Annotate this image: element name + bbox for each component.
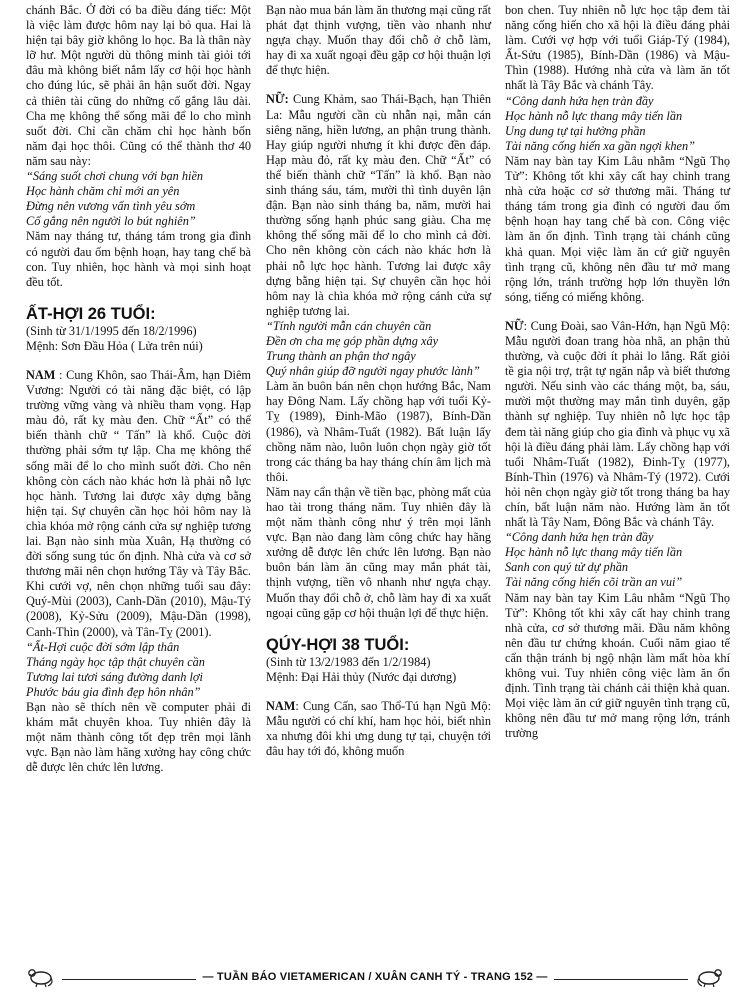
column-3 bbox=[505, 3, 730, 742]
poem: “Công danh hứa hẹn tràn đầy Học hành nỗ lực thang mây tiến lần Ung dung tự tại hưởng phần Tài năng cống hiến xa gần ngợi khen” bbox=[505, 93, 695, 153]
paragraph: chánh Bắc. Ở đời có ba điều đáng tiếc: Một là việc làm được hôm nay lại bỏ qua. Hai là hiện tại bây giờ không lo học. Ba là thân này lỡ hư. Một người dù thông minh tài giỏi tới đâu mà không biết nắm lấy cơ hội học hành cho đúng lúc, sẽ phải ân hận suốt đời. Ngay cả thiên tài cũng do những cố gắng lâu dài. Cha mẹ không thể sống mãi để lo cho mình suốt đời. Chỉ cần chăm chỉ học hành bốn năm đại học thôi. Cũng có thể thành thơ 40 năm sau này: bbox=[26, 3, 251, 168]
destiny-element: Mệnh: Sơn Đầu Hỏa ( Lửa trên núi) bbox=[26, 338, 203, 353]
page-footer bbox=[0, 959, 750, 992]
poem: “Tính người mẫn cán chuyên cần Đền ơn cha mẹ góp phần dựng xây Trung thành an phận thơ ngây Quý nhân giúp đỡ người ngay phước lành” bbox=[266, 318, 480, 379]
birth-range: (Sinh từ 13/2/1983 đến 1/2/1984) bbox=[266, 654, 431, 669]
paragraph: NỮ: Cung Đoài, sao Vân-Hớn, hạn Ngũ Mộ: Mẫu người đoan trang hòa nhã, an phận thủ thường, và cuộc đời ít phải lo lắng. Rất giỏi tề gia nội trợ, trật tự ngăn nắp và biết thương người. Nếu sinh vào các tháng một, ba, sáu, mười một thường may mắn tình duyên, gặp thành sự nghiệp. Tuy nhiên nỗ lực học tập đem tài năng giúp cho gia đình và phục vụ xã hội là điều đáng phải làm. Lấy chồng hạp với tuổi Nhâm-Tuất (1982), Đinh-Tỵ (1977), Bính-Thìn (1976) và Nhâm-Tý (1972). Cưới hỏi nên chọn ngày giờ tốt trong tháng ba hay chín, bất luận năm nào. Hướng làm ăn tốt nhất là Tây Nam, Đông Bắc và chánh Tây. bbox=[505, 318, 730, 530]
gender-label: NỮ: bbox=[266, 92, 289, 107]
gender-label: NAM bbox=[266, 698, 296, 713]
poem: “Công danh hứa hẹn tràn đầy Học hành nỗ lực thang mây tiến lần Sanh con quý tử dự phần Tài năng cống hiến cõi trần an vui” bbox=[505, 530, 683, 590]
gender-label: NỮ bbox=[505, 318, 524, 333]
paragraph: Bạn nào sẽ thích nên về computer phải đi khám mắt chuyên khoa. Tuy nhiên đây là một năm thành công tốt đẹp trên mọi lãnh vực. Bạn nào làm hãng xưởng hay công chức dễ được lên chức lên lương. bbox=[26, 700, 251, 775]
paragraph: NAM : Cung Khôn, sao Thái-Âm, hạn Diêm Vương: Người có tài năng đặc biệt, có lập trường vững vàng và nhiều tham vọng. Hạp màu đỏ, rất kỵ màu đen. Chữ “Ất” có thể biến thành chữ “ Tấn” là khổ. Cuộc đời thường phải sớm tự lập. Cha mẹ không thể sống mãi để lo cho mình suốt đời. Cho nên không còn cách nào khác hơn là phải nỗ lực học hành. Tương lai được xây dựng bằng hiện tại. Sự chuyên cần học hỏi hôm nay là chìa khóa mở rộng cánh cửa sự nghiệp tương lai. Bạn nào sinh mùa Xuân, Hạ thường có đời sống sung túc ổn định. Nhà cửa và cơ sở thương mãi nên chọn hướng Tây và Tây Bắc. Khi cưới vợ, nên chọn những tuổi sau đây: Quý-Mùi (2003), Canh-Dần (2010), Mậu-Tý (2008), Kỷ-Sửu (2009), Mậu-Dần (1998), Canh-Thìn (2000), và Tân-Tỵ (2001). bbox=[26, 367, 251, 639]
paragraph: Làm ăn buôn bán nên chọn hướng Bắc, Nam hay Đông Nam. Lấy chồng hạp với tuổi Kỷ-Tỵ (1989), Đinh-Mão (1987), Bính-Dần (1986), và Nhâm-Tuất (1982). Bất luận lấy chồng năm nào, luôn luôn chọn ngày giờ tốt trong các tháng ba hay tháng chín âm lịch mà thôi. bbox=[266, 379, 491, 484]
paragraph: NAM: Cung Cấn, sao Thổ-Tú hạn Ngũ Mộ: Mẫu người có chí khí, ham học hỏi, biết nhìn xa nhưng đôi khi ưng dung tự tại, chuyện tới đâu hay tới đó, không muốn bbox=[266, 698, 491, 759]
paragraph: bon chen. Tuy nhiên nỗ lực học tập đem tài năng cống hiến cho xã hội là điều đáng phải làm. Cưới vợ hợp với tuổi Giáp-Tý (1984), Ất-Sửu (1985), Bính-Dần (1986) và Mậu-Thìn (1988). Hướng nhà cửa và làm ăn tốt nhất là Tây Bắc và chánh Tây. bbox=[505, 3, 730, 93]
paragraph: Bạn nào mua bán làm ăn thương mại cũng rất phát đạt thịnh vượng, tiền vào nhanh như ngựa chạy. Muốn thay đổi chỗ ở chỗ làm, hay đi xa xuất ngoại đều gặp cơ hội thuận lợi để thực hiện. bbox=[266, 3, 491, 78]
gender-label: NAM bbox=[26, 367, 56, 382]
column-1 bbox=[26, 3, 251, 776]
paragraph: Năm nay bàn tay Kim Lâu nhằm “Ngũ Thọ Tử”: Không tốt khi xây cất hay chỉnh trang nhà cửa, cơ sở thương mãi. Đầu năm không nên đầu tư chứng khoán. Cuối năm giao tế cẩn thận tránh bị ngộ nhận làm mất hòa khí không vui. Tuy nhiên công việc làm ăn ổn định. Tình trạng tài chánh cải thiện khả quan. Mọi việc làm ăn cứ giữ nguyên tình trạng cũ, không nên đầu tư mở mang rộng lớn, tránh trường bbox=[505, 590, 730, 741]
birth-range: (Sinh từ 31/1/1995 đến 18/2/1996) bbox=[26, 323, 197, 338]
paragraph: Năm nay tháng tư, tháng tám trong gia đình có người đau ốm bệnh hoạn, hay tang chế bà con. Tuy nhiên, học hành và mọi sinh hoạt đều tốt. bbox=[26, 229, 251, 289]
poem: “Ất-Hợi cuộc đời sớm lập thân Tháng ngày học tập thật chuyên cần Tương lai tươi sáng đường danh lợi Phước báu gia đình đẹp hôn nhân” bbox=[26, 639, 205, 699]
footer-text: — TUẦN BÁO VIETAMERICAN / XUÂN CANH TÝ - TRANG 152 — bbox=[0, 971, 750, 983]
column-2 bbox=[266, 3, 491, 759]
section-heading-at-hoi: ẤT-HỢI 26 TUỔI: bbox=[26, 304, 156, 323]
destiny-element: Mệnh: Đại Hải thủy (Nước đại dương) bbox=[266, 669, 457, 684]
paragraph: NỮ: Cung Khảm, sao Thái-Bạch, hạn Thiên La: Mẫu người cần cù nhẫn nại, mẫn cán siêng năng, hiền lương, an phận trung thành. Hay giúp người nhưng ít khi được đền đáp. Hạp màu đỏ, rất kỵ màu đen. Chữ “Ất” có thể biến thành chữ “Tấn” là khổ. Bạn nào sinh tháng sáu, tám, mười thì tình duyên lận đận. Bạn nào sinh tháng ba, năm, mười hai thường sống hạnh phúc sang giàu. Cha mẹ không thể sống mãi để lo cho mình cả đời. Cho nên không còn cách nào khác hơn là phải nỗ lực học hành. Tương lai được xây dựng bằng hiện tại. Sự chuyên cần học hỏi hôm nay là chìa khóa mở rộng cánh cửa sự nghiệp tương lai. bbox=[266, 92, 491, 318]
poem: “Sáng suốt chơi chung với bạn hiền Học hành chăm chỉ mới an yên Đừng nên vương vấn tình yêu sớm Cố gắng nên người lo bút nghiên” bbox=[26, 169, 204, 229]
paragraph: Năm nay bàn tay Kim Lâu nhằm “Ngũ Thọ Tử”: Không tốt khi xây cất hay chỉnh trang nhà cửa hoặc cơ sở thương mãi. Tháng tư tháng tám trong gia đình có người đau ốm bệnh hoạn hay tang chế bà con. Công việc làm ăn ổn định. Tình trạng tài chánh cũng khả quan. Mọi việc làm ăn cứ giữ nguyên tình trạng cũ, không nên đầu tư mở mang rộng lớn, tránh trường hợp lớn thuyền lớn sóng, tiếng có miếng không. bbox=[505, 153, 730, 304]
section-heading-quy-hoi: QÚY-HỢI 38 TUỔI: bbox=[266, 635, 410, 654]
paragraph: Năm nay cẩn thận về tiền bạc, phòng mất của hao tài trong tháng năm. Tuy nhiên đây là một năm thành công như ý trên mọi lãnh vực. Bạn nào đang làm công chức hay hãng xưởng dễ được lên chức lên lương. Bạn nào buôn bán làm ăn cũng may mắn phát tài, thịnh vượng, tiền vô nhanh như ngựa chạy. Muốn thay đổi chỗ ở, chỗ làm hay đi xa xuất ngoại cũng gặp cơ hội thuận lợi để thực hiện. bbox=[266, 484, 491, 620]
